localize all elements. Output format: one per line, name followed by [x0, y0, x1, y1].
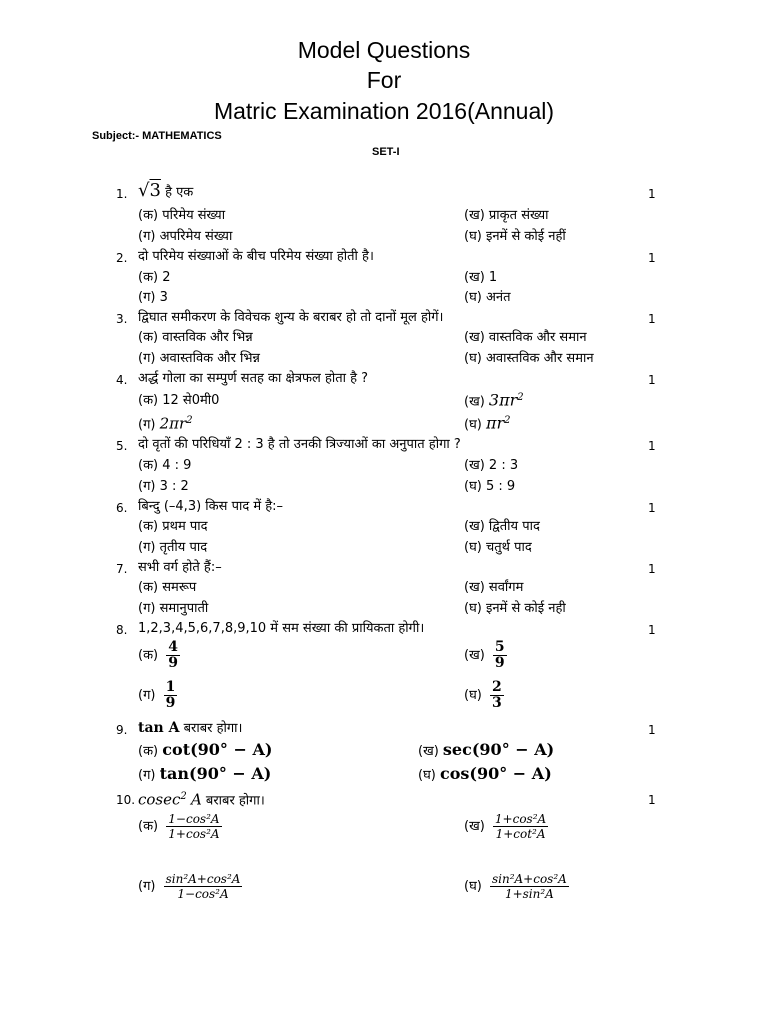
question-text: cosec$^2$ A बराबर होगा।: [138, 790, 265, 809]
marks: 1: [648, 439, 656, 453]
option-b: (ख) वास्तविक और समान: [464, 330, 587, 345]
option-b: (ख) 2 : 3: [464, 458, 519, 473]
option-a: (क) 2: [138, 270, 171, 285]
question-number: 4.: [116, 373, 128, 387]
marks: 1: [648, 562, 656, 576]
option-c: (ग) तृतीय पाद: [138, 540, 208, 555]
question-number: 1.: [116, 187, 128, 201]
question-number: 2.: [116, 251, 128, 265]
question-text: अर्द्ध गोला का सम्पुर्ण सतह का क्षेत्रफल होता है ?: [138, 371, 369, 386]
option-a: (क) प्रथम पाद: [138, 519, 208, 534]
option-a: (क) 12 से0मी0: [138, 393, 220, 408]
question-number: 9.: [116, 723, 128, 737]
fraction: $\frac{\text{sin²A+cos²A}}{\text{1+sin²A}}$: [491, 872, 567, 901]
marks: 1: [648, 793, 656, 807]
option-c: (ग) अपरिमेय संख्या: [138, 229, 233, 244]
fraction: $\frac{\text{sin²A+cos²A}}{\text{1−cos²A}}$: [165, 872, 241, 901]
option-c: (ग) अवास्तविक और भिन्न: [138, 351, 260, 366]
title-line-3: Matric Examination 2016(Annual): [213, 98, 555, 124]
option-c: (ग) tan(90° − A): [138, 764, 272, 783]
option-c: (ग) $\frac{1}{9}$: [138, 679, 176, 711]
question-number: 8.: [116, 623, 128, 637]
marks: 1: [648, 373, 656, 387]
option-b: (ख) द्वितीय पाद: [464, 519, 540, 534]
title-line-2: For: [366, 67, 402, 93]
question-number: 3.: [116, 312, 128, 326]
fraction: $\frac{5}{9}$: [494, 639, 505, 671]
option-a: (क) $\frac{\text{1−cos²A}}{\text{1+cos²A}}$: [138, 812, 220, 841]
option-d: (घ) $\frac{\text{sin²A+cos²A}}{\text{1+sin²A}}$: [464, 872, 567, 901]
option-d: (घ) $\frac{2}{3}$: [464, 679, 502, 711]
option-d: (घ) चतुर्थ पाद: [464, 540, 532, 555]
fraction: $\frac{\text{1−cos²A}}{\text{1+cos²A}}$: [168, 812, 220, 841]
option-b: (ख) प्राकृत संख्या: [464, 208, 549, 223]
fraction: $\frac{4}{9}$: [168, 639, 179, 671]
option-b: (ख) $3\pi r^2$: [464, 390, 524, 410]
question-text: 1,2,3,4,5,6,7,8,9,10 में सम संख्या की प्रायिकता होगी।: [138, 621, 425, 636]
option-a: (क) समरूप: [138, 580, 197, 595]
option-d: (घ) 5 : 9: [464, 479, 516, 494]
option-d: (घ) अनंत: [464, 290, 511, 305]
option-c: (ग) 3: [138, 290, 168, 305]
question-text: बिन्दु (–4,3) किस पाद में है:–: [138, 499, 284, 514]
option-d: (घ) इनमें से कोई नहीं: [464, 229, 566, 244]
title-line-1: Model Questions: [297, 37, 471, 63]
option-d: (घ) अवास्तविक और समान: [464, 351, 594, 366]
option-b: (ख) 1: [464, 270, 498, 285]
option-d: (घ) cos(90° − A): [418, 764, 552, 783]
option-c: (ग) $\frac{\text{sin²A+cos²A}}{\text{1−cos²A}}$: [138, 872, 241, 901]
marks: 1: [648, 623, 656, 637]
sqrt-expression: √3: [138, 180, 161, 201]
question-number: 10.: [116, 793, 136, 807]
option-c: (ग) $2\pi r^2$: [138, 414, 193, 433]
question-text: सभी वर्ग होते हैं:–: [138, 560, 222, 575]
option-d: (घ) इनमें से कोई नही: [464, 601, 566, 616]
question-text: tan A बराबर होगा।: [138, 720, 243, 736]
option-b: (ख) sec(90° − A): [418, 740, 555, 759]
option-d: (घ) $\pi r^2$: [464, 413, 511, 433]
option-a: (क) वास्तविक और भिन्न: [138, 330, 253, 345]
marks: 1: [648, 251, 656, 265]
question-text: दो परिमेय संख्याओं के बीच परिमेय संख्या होती है।: [138, 249, 374, 264]
option-a: (क) 4 : 9: [138, 458, 192, 473]
option-a: (क) $\frac{4}{9}$: [138, 639, 179, 671]
marks: 1: [648, 187, 656, 201]
fraction: $\frac{1}{9}$: [165, 679, 176, 711]
question-text: √3 है एक: [138, 180, 194, 201]
subject-label: Subject:- MATHEMATICS: [92, 130, 222, 142]
option-c: (ग) 3 : 2: [138, 479, 189, 494]
fraction: $\frac{\text{1+cos²A}}{\text{1+cot²A}}$: [494, 812, 547, 841]
option-a: (क) cot(90° − A): [138, 740, 273, 759]
option-c: (ग) समानुपाती: [138, 601, 209, 616]
set-label: SET-I: [372, 146, 400, 158]
question-text: दो वृतों की परिधियाँ 2 : 3 है तो उनकी त्रिज्याओं का अनुपात होगा ?: [138, 437, 461, 452]
question-number: 5.: [116, 439, 128, 453]
option-a: (क) परिमेय संख्या: [138, 208, 226, 223]
option-b: (ख) $\frac{5}{9}$: [464, 639, 505, 671]
marks: 1: [648, 723, 656, 737]
question-number: 6.: [116, 501, 128, 515]
marks: 1: [648, 312, 656, 326]
question-text: द्विघात समीकरण के विवेचक शुन्य के बराबर हो तो दानों मूल होगें।: [138, 310, 444, 325]
option-b: (ख) सर्वांगम: [464, 580, 524, 595]
question-number: 7.: [116, 562, 128, 576]
marks: 1: [648, 501, 656, 515]
option-b: (ख) $\frac{\text{1+cos²A}}{\text{1+cot²A}}$: [464, 812, 547, 841]
fraction: $\frac{2}{3}$: [491, 679, 502, 711]
